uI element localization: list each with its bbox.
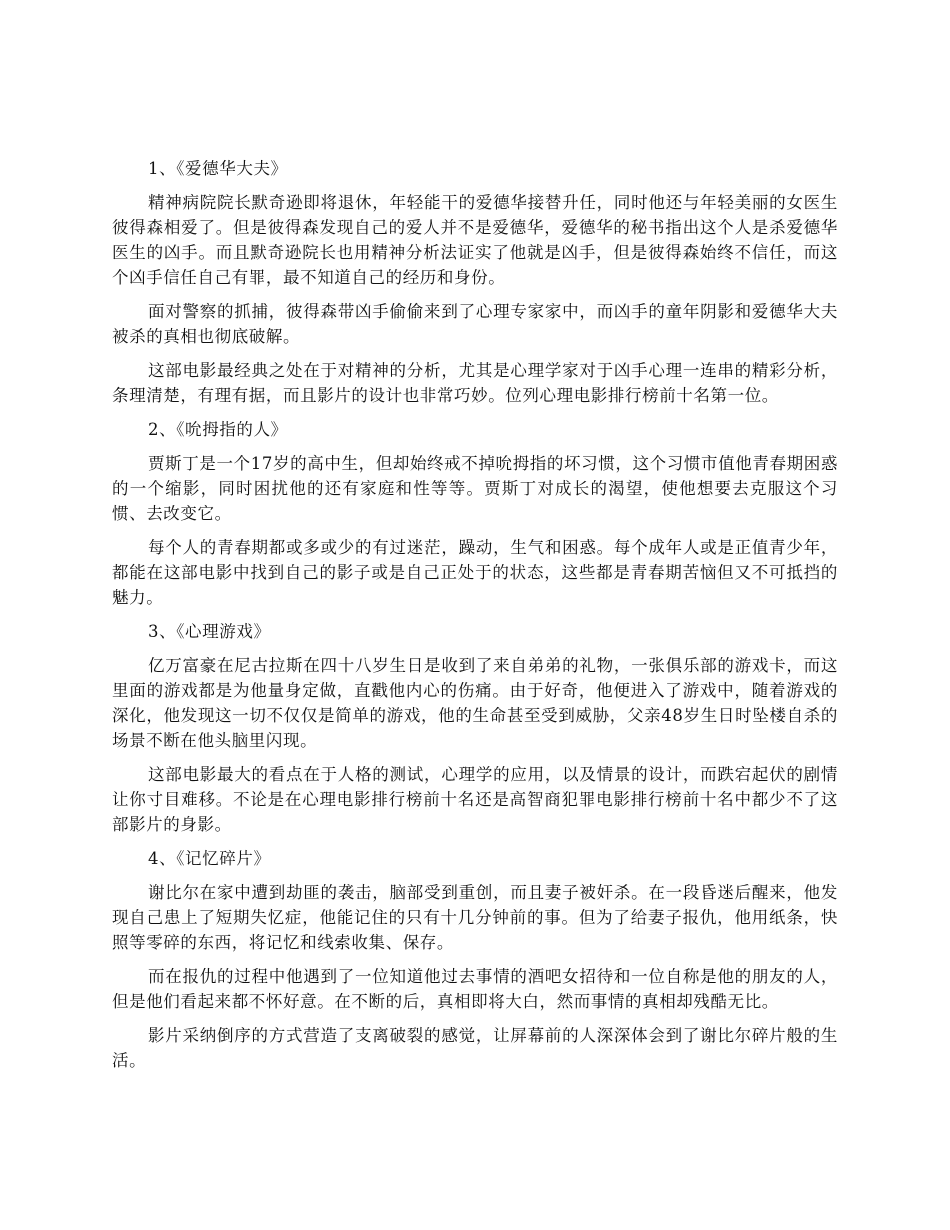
section-heading-4: 4、《记忆碎片》: [148, 849, 271, 868]
section-1-paragraph-3: 这部电影最经典之处在于对精神的分析，尤其是心理学家对于凶手心理一连串的精彩分析，条理清楚，有理有据，而且影片的设计也非常巧妙。位列心理电影排行榜前十名第一位。: [112, 361, 838, 405]
section-4-paragraph-2: 而在报仇的过程中他遇到了一位知道他过去事情的酒吧女招待和一位自称是他的朋友的人，但是他们看起来都不怀好意。在不断的后，真相即将大白，然而事情的真相却残酷无比。: [112, 967, 838, 1011]
section-1-paragraph-1: 精神病院院长默奇逊即将退休，年轻能干的爱德华接替升任，同时他还与年轻美丽的女医生彼得森相爱了。但是彼得森发现自己的爱人并不是爱德华，爱德华的秘书指出这个人是杀爱德华医生的凶手。而且默奇逊院长也用精神分析法证实了他就是凶手，但是彼得森始终不信任，而这个凶手信任自己有罪，最不知道自己的经历和身份。: [112, 193, 838, 287]
section-2-paragraph-1: 贾斯丁是一个17岁的高中生，但却始终戒不掉吮拇指的坏习惯，这个习惯市值他青春期困惑的一个缩影，同时困扰他的还有家庭和性等等。贾斯丁对成长的渴望，使他想要去克服这个习惯、去改变它。: [112, 454, 838, 523]
section-3-paragraph-2: 这部电影最大的看点在于人格的测试，心理学的应用，以及情景的设计，而跌宕起伏的剧情让你寸目难移。不论是在心理电影排行榜前十名还是高智商犯罪电影排行榜前十名中都少不了这部影片的身影。: [112, 765, 838, 834]
section-4-paragraph-1: 谢比尔在家中遭到劫匪的袭击，脑部受到重创，而且妻子被奸杀。在一段昏迷后醒来，他发现自己患上了短期失忆症，他能记住的只有十几分钟前的事。但为了给妻子报仇，他用纸条，快照等零碎的东西，将记忆和线索收集、保存。: [112, 883, 838, 952]
section-2-paragraph-2: 每个人的青春期都或多或少的有过迷茫，躁动，生气和困惑。每个成年人或是正值青少年，都能在这部电影中找到自己的影子或是自己正处于的状态，这些都是青春期苦恼但又不可抵挡的魅力。: [112, 538, 838, 607]
section-heading-3: 3、《心理游戏》: [148, 622, 271, 641]
section-heading-1: 1、《爱德华大夫》: [148, 159, 288, 178]
section-4-paragraph-3: 影片采纳倒序的方式营造了支离破裂的感觉，让屏幕前的人深深体会到了谢比尔碎片般的生活。: [112, 1026, 838, 1070]
document-page: [112, 156, 838, 1082]
section-heading-2: 2、《吮拇指的人》: [148, 420, 288, 439]
section-1-paragraph-2: 面对警察的抓捕，彼得森带凶手偷偷来到了心理专家家中，而凶手的童年阴影和爱德华大夫被杀的真相也彻底破解。: [112, 302, 838, 346]
section-3-paragraph-1: 亿万富豪在尼古拉斯在四十八岁生日是收到了来自弟弟的礼物，一张俱乐部的游戏卡，而这里面的游戏都是为他量身定做，直戳他内心的伤痛。由于好奇，他便进入了游戏中，随着游戏的深化，他发现这一切不仅仅是简单的游戏，他的生命甚至受到威胁，父亲48岁生日时坠楼自杀的场景不断在他头脑里闪现。: [112, 656, 838, 750]
